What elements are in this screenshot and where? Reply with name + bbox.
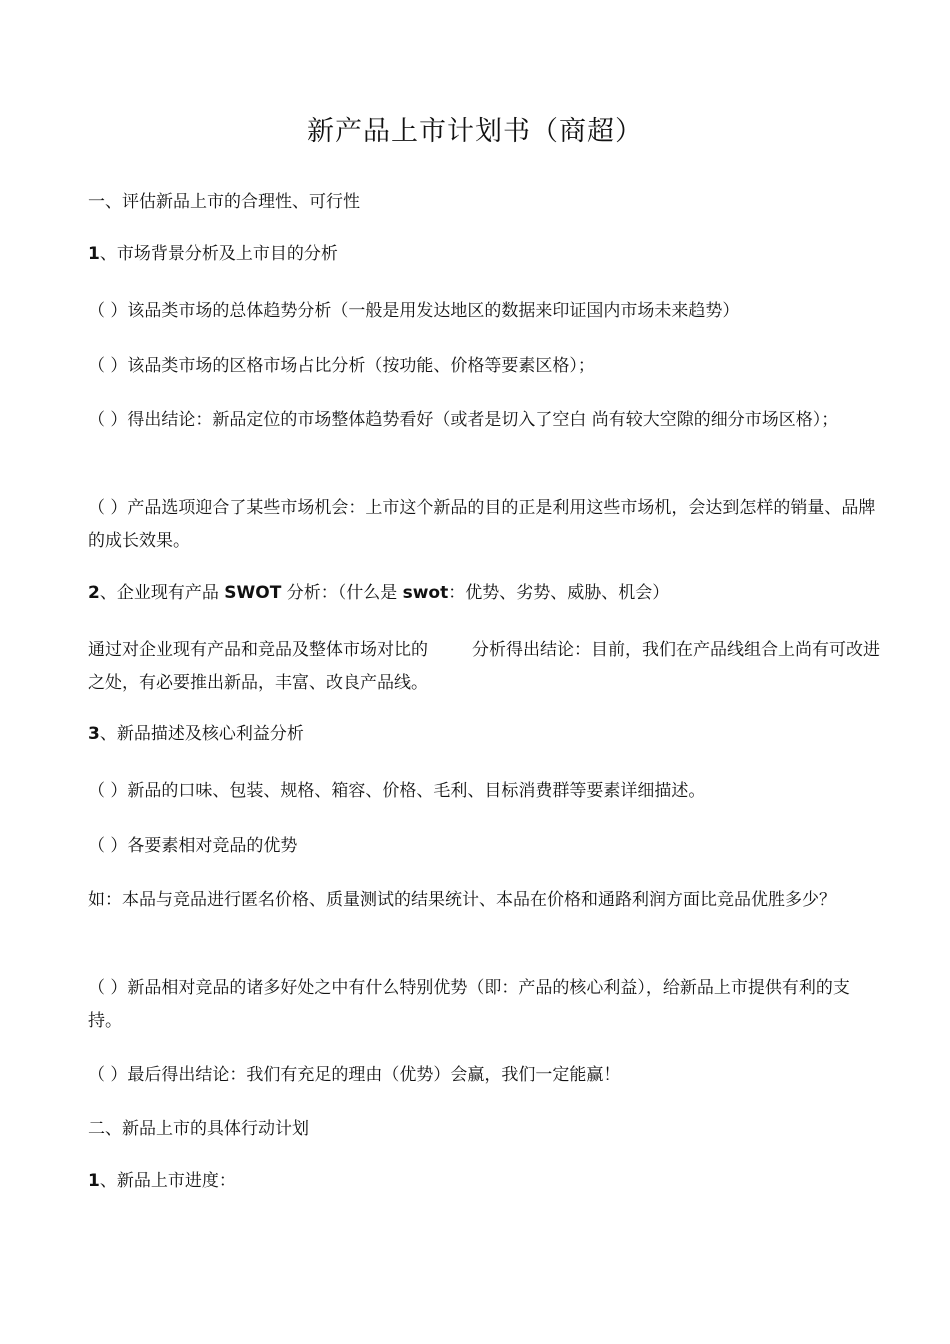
swot-term: swot <box>402 583 449 603</box>
subsection-label: 、市场背景分析及上市目的分析 <box>99 244 338 264</box>
section-1-heading: 一、评估新品上市的合理性、可行性 <box>88 192 360 212</box>
paragraph: （ ）得出结论：新品定位的市场整体趋势看好（或者是切入了空白 尚有较大空隙的细分市场区格）； <box>88 410 839 430</box>
subsection-1-2-heading <box>88 577 880 610</box>
paragraph: （ ）新品相对竞品的诸多好处之中有什么特别优势（即：产品的核心利益），给新品上市提供有利的支持。 <box>88 978 850 1031</box>
document-title: 新产品上市计划书（商超） <box>307 116 643 147</box>
subsection-number: 1 <box>88 1171 100 1191</box>
subsection-label: 、企业现有产品 <box>99 583 225 603</box>
swot-term: SWOT <box>224 583 282 603</box>
paragraph: （ ）各要素相对竞品的优势 <box>88 836 298 856</box>
paragraph <box>88 634 880 700</box>
subsection-2-1-heading <box>88 1165 880 1198</box>
paragraph: 如：本品与竞品进行匿名价格、质量测试的结果统计、本品在价格和通路利润方面比竞品优胜多少？ <box>88 890 836 910</box>
paragraph: （ ）新品的口味、包装、规格、箱容、价格、毛利、目标消费群等要素详细描述。 <box>88 781 706 801</box>
subsection-label: ：优势、劣势、威胁、机会） <box>448 583 670 603</box>
subsection-1-3-heading <box>88 718 880 751</box>
subsection-number: 1 <box>88 244 100 264</box>
subsection-label: 、新品描述及核心利益分析 <box>99 724 304 744</box>
paragraph: （ ）该品类市场的区格市场占比分析（按功能、价格等要素区格）； <box>88 356 595 376</box>
paragraph: （ ）最后得出结论：我们有充足的理由（优势）会赢，我们一定能赢！ <box>88 1065 621 1085</box>
subsection-number: 2 <box>88 583 100 603</box>
paragraph-text: 通过对企业现有产品和竞品及整体市场对比的 <box>88 640 428 660</box>
section-2-heading: 二、新品上市的具体行动计划 <box>88 1119 309 1139</box>
subsection-1-1-heading <box>88 238 880 271</box>
paragraph: （ ）该品类市场的总体趋势分析（一般是用发达地区的数据来印证国内市场未来趋势） <box>88 301 740 321</box>
subsection-label: 、新品上市进度： <box>99 1171 236 1191</box>
paragraph-text: 分析得出结论：目前，我们在产品线组合上尚有可改进之处，有必要推出新品，丰富、改良产品线。 <box>88 640 880 693</box>
paragraph: （ ）产品选项迎合了某些市场机会：上市这个新品的目的正是利用这些市场机，会达到怎样的销量、品牌的成长效果。 <box>88 498 876 551</box>
subsection-label: 分析：（什么是 <box>281 583 403 603</box>
subsection-number: 3 <box>88 724 100 744</box>
